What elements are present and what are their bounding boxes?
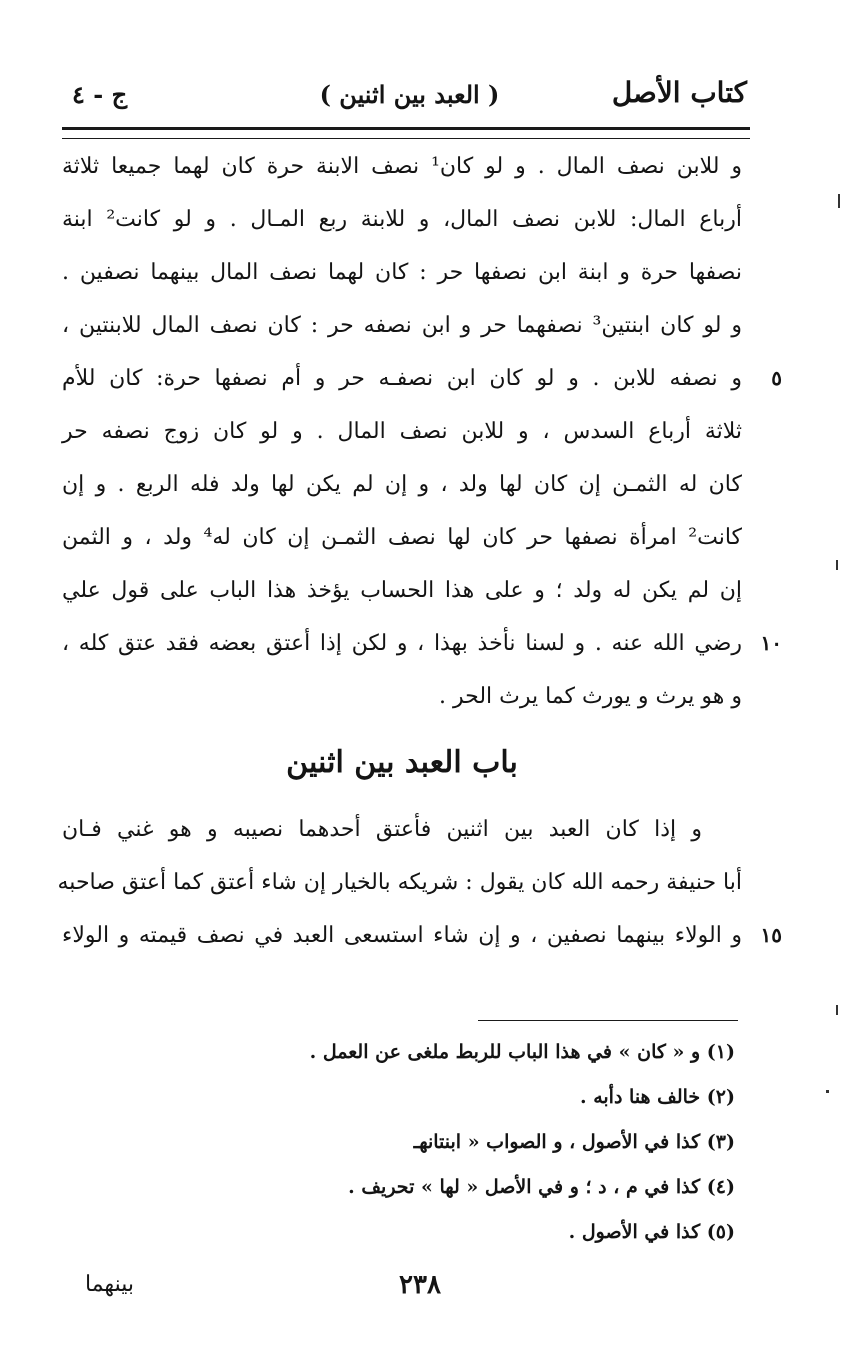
text-line	[62, 299, 742, 352]
text-line	[62, 352, 782, 405]
line-text: نصفها حرة و ابنة ابن نصفها حر : كان لهما نصف المال بينهما نصفين .	[62, 260, 742, 285]
catchword: بينهما	[85, 1272, 134, 1297]
chapter-title: ( العبد بين اثنين )	[319, 80, 500, 109]
footnote: (٤) كذا في م ، د ؛ و في الأصل « لها » تحريف .	[348, 1176, 735, 1198]
line-text: رضي الله عنه . و لسنا نأخذ بهذا ، و لكن إذا أعتق بعضه فقد عتق كله ،	[62, 631, 742, 656]
scan-speck	[836, 1005, 838, 1015]
line-number: ٥	[771, 366, 782, 390]
text-line	[62, 405, 742, 458]
running-header	[72, 70, 747, 118]
line-text: و نصفه للابن . و لو كان ابن نصفـه حر و أم نصفها حرة: كان للأم	[62, 366, 742, 391]
line-text: كان له الثمـن إن كان لها ولد ، و إن لم يكن لها ولد فله الربع . و إن	[62, 472, 742, 497]
text-line	[62, 140, 742, 193]
line-text: أرباع المال: للابن نصف المال، و للابنة ربع المـال . و لو كانت² ابنة	[62, 207, 742, 232]
text-line	[62, 511, 742, 564]
footnotes	[215, 1030, 735, 1255]
text-line	[62, 803, 742, 856]
line-text: إن لم يكن له ولد ؛ و على هذا الحساب يؤخذ هذا الباب على قول علي	[62, 578, 742, 603]
line-number: ١٥	[760, 923, 782, 947]
footnote-rule	[478, 1020, 738, 1021]
line-text: و الولاء بينهما نصفين ، و إن شاء استسعى العبد في نصف قيمته و الولاء	[62, 923, 742, 948]
text-line	[62, 246, 742, 299]
text-line	[62, 564, 742, 617]
main-text	[57, 140, 782, 962]
line-text: و لو كان ابنتين³ نصفهما حر و ابن نصفه حر : كان نصف المال للابنتين ،	[62, 313, 742, 338]
line-number: ١٠	[760, 631, 782, 655]
footnote: (٢) خالف هنا دأبه .	[579, 1086, 735, 1108]
header-rule	[62, 127, 750, 139]
scan-speck	[836, 560, 838, 570]
text-line	[62, 909, 782, 962]
text-line	[57, 856, 742, 909]
footnote: (١) و « كان » في هذا الباب للربط ملغى عن العمل .	[309, 1041, 735, 1063]
volume-number: ج - ٤	[72, 80, 128, 109]
line-text: أبا حنيفة رحمه الله كان يقول : شريكه بالخيار إن شاء أعتق كما أعتق صاحبه	[57, 870, 742, 895]
text-line	[62, 193, 742, 246]
footnote: (٥) كذا في الأصول .	[568, 1221, 735, 1243]
text-line	[62, 617, 782, 670]
scan-speck	[838, 194, 840, 208]
line-text: ثلاثة أرباع السدس ، و للابن نصف المال . و لو كان زوج نصفه حر	[62, 419, 742, 444]
section-heading: باب العبد بين اثنين	[286, 745, 518, 780]
line-text: و هو يرث و يورث كما يرث الحر .	[439, 684, 742, 709]
line-text: و إذا كان العبد بين اثنين فأعتق أحدهما نصيبه و هو غني فـان	[62, 817, 702, 842]
page-number: ٢٣٨	[399, 1270, 441, 1300]
footnote: (٣) كذا في الأصول ، و الصواب « ابنتانهـ	[413, 1131, 735, 1153]
line-text: و للابن نصف المال . و لو كان¹ نصف الابنة حرة كان لهما جميعا ثلاثة	[62, 154, 742, 179]
text-line	[62, 458, 742, 511]
text-line	[62, 670, 742, 723]
scan-speck	[826, 1090, 829, 1093]
book-title: كتاب الأصل	[611, 76, 747, 109]
line-text: كانت² امرأة نصفها حر كان لها نصف الثمـن إن كان له⁴ ولد ، و الثمن	[62, 525, 742, 550]
